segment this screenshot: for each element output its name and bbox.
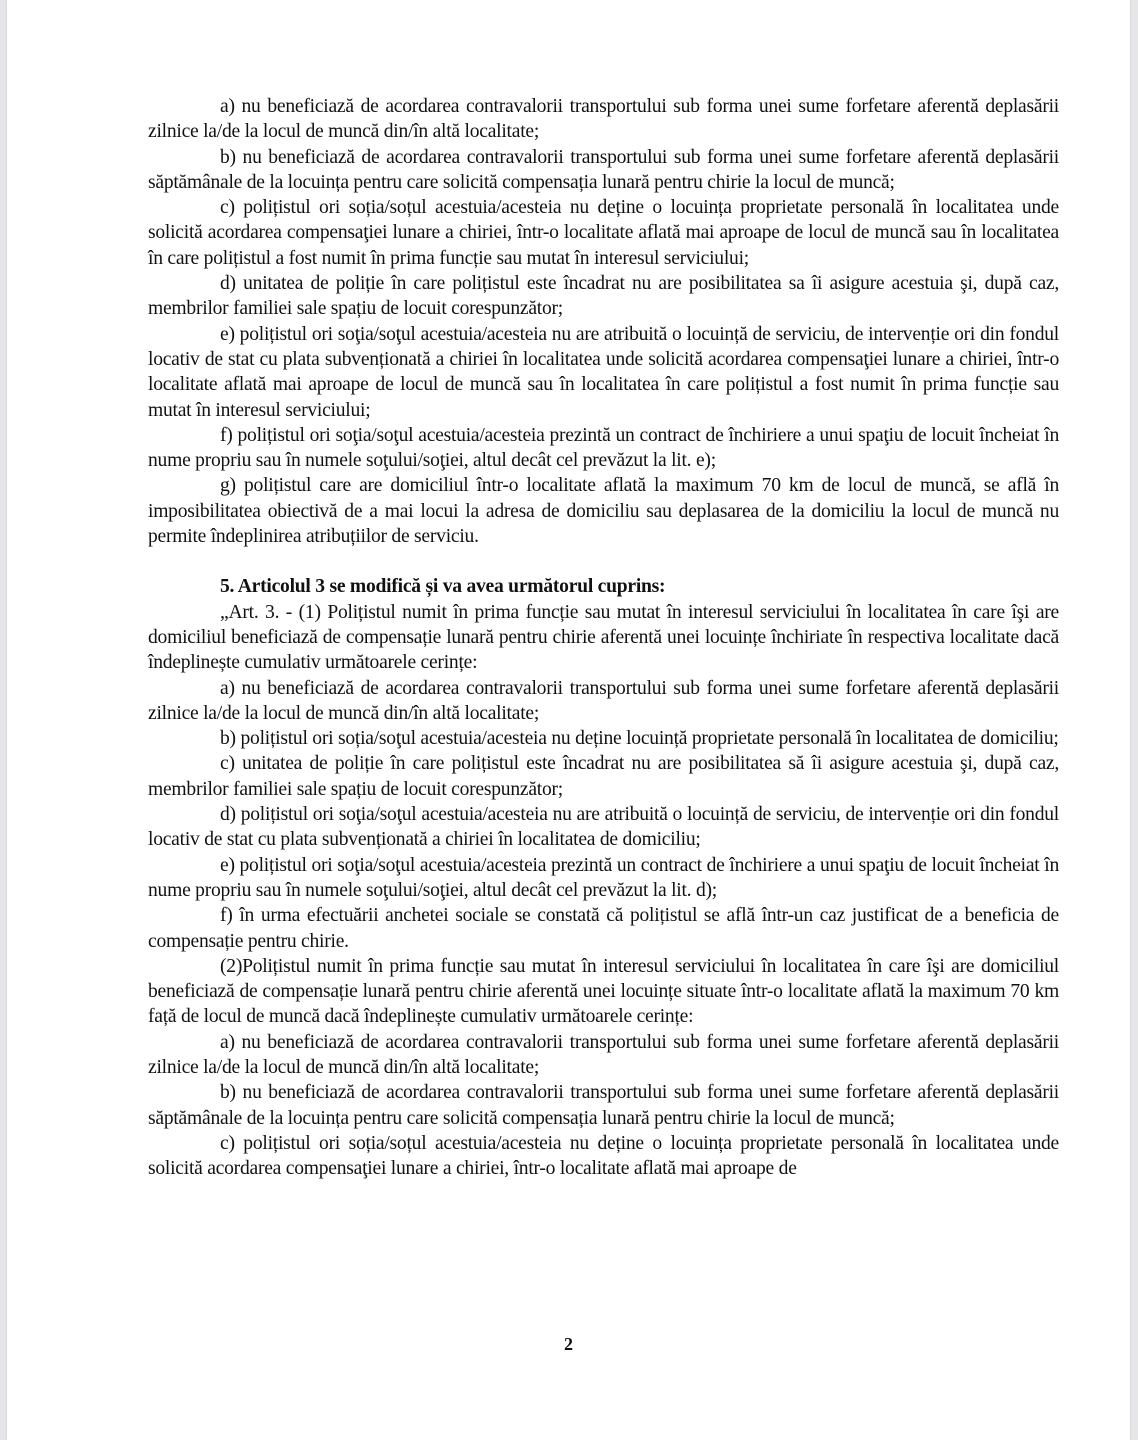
page-number: 2 (564, 1334, 573, 1354)
list-item: f) în urma efectuării anchetei sociale se constată că polițistul se află într-un caz justificat de a beneficia de compensație pentru chirie. (148, 905, 1059, 952)
list-item: a) nu beneficiază de acordarea contravalorii transportului sub forma unei sume forfetare aferentă deplasării zilnice la/de la locul de muncă din/în altă localitate; (148, 1031, 1059, 1078)
list-item: e) polițistul ori soţia/soţul acestuia/acesteia prezintă un contract de închiriere a unui spaţiu de locuit încheiat în nume propriu sau în numele soţului/soţiei, altul decât cel prevăzut la lit. d); (148, 854, 1059, 901)
page-content (148, 94, 1059, 1181)
list-item: e) polițistul ori soţia/soţul acestuia/acesteia nu are atribuită o locuință de serviciu, de intervenție ori din fondul locativ de stat cu plata subvenționată a chiriei în localitatea unde solicită acordarea compensaţiei lunare a chiriei, într-o localitate aflată mai aproape de locul de muncă sau în localitatea în care polițistul a fost numit în prima funcție sau mutat în interesul serviciului; (148, 323, 1059, 421)
list-item: b) nu beneficiază de acordarea contravalorii transportului sub forma unei sume forfetare aferentă deplasării săptămânale de la locuința pentru care solicită compensația lunară pentru chirie la locul de muncă; (148, 1082, 1059, 1129)
list-item: a) nu beneficiază de acordarea contravalorii transportului sub forma unei sume forfetare aferentă deplasării zilnice la/de la locul de muncă din/în altă localitate; (148, 96, 1059, 143)
list-item: b) nu beneficiază de acordarea contravalorii transportului sub forma unei sume forfetare aferentă deplasării săptămânale de la locuința pentru care solicită compensația lunară pentru chirie la locul de muncă; (148, 146, 1059, 193)
section-heading: 5. Articolul 3 se modifică și va avea următorul cuprins: (220, 576, 666, 598)
paragraph-2: (2)Polițistul numit în prima funcție sau mutat în interesul serviciului în localitatea în care îşi are domiciliul beneficiază de compensație lunară pentru chirie aferentă unei locuințe situate într-o localitate aflată la maximum 70 km față de locul de muncă dacă îndeplinește cumulativ următoarele cerințe: (148, 955, 1059, 1028)
list-item: c) polițistul ori soția/soțul acestuia/acesteia nu deține o locuința proprietate personală în localitatea unde solicită acordarea compensaţiei lunare a chiriei, într-o localitate aflată mai aproape de (148, 1132, 1059, 1180)
document-page (7, 0, 1130, 1440)
list-item: c) polițistul ori soția/soțul acestuia/acesteia nu deține o locuința proprietate personală în localitatea unde solicită acordarea compensaţiei lunare a chiriei, într-o localitate aflată mai aproape de locul de muncă sau în localitatea în care polițistul a fost numit în prima funcție sau mutat în interesul serviciului; (148, 197, 1059, 269)
list-item: d) unitatea de poliție în care polițistul este încadrat nu are posibilitatea sa îi asigure acestuia şi, după caz, membrilor familiei sale spațiu de locuit corespunzător; (148, 273, 1059, 320)
list-item: f) polițistul ori soţia/soţul acestuia/acesteia prezintă un contract de închiriere a unui spaţiu de locuit încheiat în nume propriu sau în numele soţului/soţiei, altul decât cel prevăzut la lit. e); (148, 424, 1059, 472)
list-item: c) unitatea de poliție în care polițistul este încadrat nu are posibilitatea să îi asigure acestuia şi, după caz, membrilor familiei sale spațiu de locuit corespunzător; (148, 753, 1059, 800)
list-item: d) polițistul ori soţia/soţul acestuia/acesteia nu are atribuită o locuință de serviciu, de intervenție ori din fondul locativ de stat cu plata subvenționată a chiriei în localitatea de domiciliu; (148, 804, 1059, 851)
article-intro: „Art. 3. - (1) Polițistul numit în prima funcție sau mutat în interesul serviciului în localitatea în care îşi are domiciliul beneficiază de compensație lunară pentru chirie aferentă unei locuințe închiriate în respectiva localitate dacă îndeplinește cumulativ următoarele cerințe: (148, 601, 1059, 674)
list-item: g) polițistul care are domiciliul într-o localitate aflată la maximum 70 km de locul de muncă, se află în imposibilitatea obiectivă de a mai locui la adresa de domiciliu sau deplasarea de la domiciliu la locul de muncă nu permite îndeplinirea atribuțiilor de serviciu. (148, 475, 1059, 548)
list-item: b) polițistul ori soția/soţul acestuia/acesteia nu deține locuință proprietate personală în localitatea de domiciliu; (220, 728, 1059, 750)
list-item: a) nu beneficiază de acordarea contravalorii transportului sub forma unei sume forfetare aferentă deplasării zilnice la/de la locul de muncă din/în altă localitate; (148, 677, 1059, 724)
